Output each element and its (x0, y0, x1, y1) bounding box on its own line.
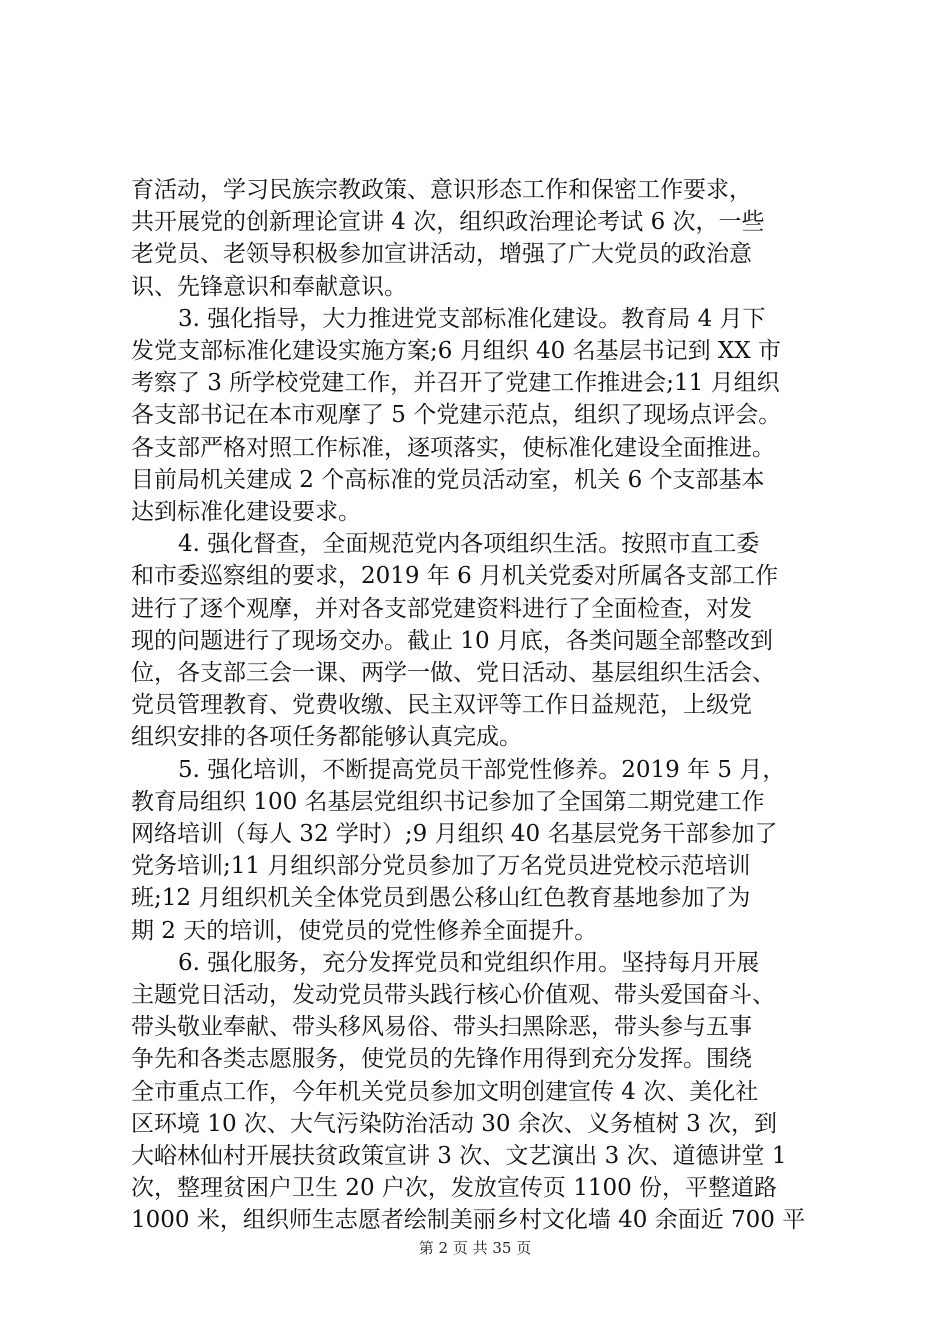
text-line: 6. 强化服务，充分发挥党员和党组织作用。坚持每月开展 (178, 949, 760, 976)
text-line: 组织安排的各项任务都能够认真完成。 (131, 724, 522, 751)
text-line: 目前局机关建成 2 个高标准的党员活动室，机关 6 个支部基本 (131, 466, 765, 493)
text-line: 党员管理教育、党费收缴、民主双评等工作日益规范，上级党 (131, 692, 752, 719)
text-line: 全市重点工作，今年机关党员参加文明创建宣传 4 次、美化社 (131, 1078, 759, 1105)
text-line: 1000 米，组织师生志愿者绘制美丽乡村文化墙 40 余面近 700 平 (131, 1207, 806, 1234)
text-line: 区环境 10 次、大气污染防治活动 30 余次、义务植树 3 次，到 (131, 1110, 778, 1137)
text-line: 位，各支部三会一课、两学一做、党日活动、基层组织生活会、 (131, 660, 775, 686)
text-line: 班;12 月组织机关全体党员到愚公移山红色教育基地参加了为 (131, 885, 751, 912)
text-line: 达到标准化建设要求。 (131, 499, 361, 525)
text-line: 争先和各类志愿服务，使党员的先锋作用得到充分发挥。围绕 (131, 1046, 752, 1073)
text-line: 次，整理贫困户卫生 20 户次，发放宣传页 1100 份，平整道路 (131, 1175, 778, 1202)
text-line: 和市委巡察组的要求，2019 年 6 月机关党委对所属各支部工作 (131, 563, 779, 590)
text-line: 期 2 天的培训，使党员的党性修养全面提升。 (131, 917, 598, 944)
text-line: 教育局组织 100 名基层党组织书记参加了全国第二期党建工作 (131, 788, 765, 815)
text-line: 带头敬业奉献、带头移风易俗、带头扫黑除恶，带头参与五事 (131, 1014, 752, 1041)
text-line: 主题党日活动，发动党员带头践行核心价值观、带头爱国奋斗、 (131, 982, 775, 1008)
text-line: 各支部严格对照工作标准，逐项落实，使标准化建设全面推进。 (131, 434, 775, 461)
text-line: 5. 强化培训，不断提高党员干部党性修养。2019 年 5 月， (178, 756, 786, 783)
text-line: 3. 强化指导，大力推进党支部标准化建设。教育局 4 月下 (178, 305, 766, 332)
text-line: 现的问题进行了现场交办。截止 10 月底，各类问题全部整改到 (131, 627, 773, 654)
text-line: 考察了 3 所学校党建工作，并召开了党建工作推进会;11 月组织 (131, 370, 780, 397)
text-line: 进行了逐个观摩，并对各支部党建资料进行了全面检查，对发 (131, 595, 752, 622)
text-line: 大峪林仙村开展扶贫政策宣讲 3 次、文艺演出 3 次、道德讲堂 1 (131, 1143, 787, 1169)
text-line: 育活动，学习民族宗教政策、意识形态工作和保密工作要求， (131, 177, 752, 203)
text-line: 党务培训;11 月组织部分党员参加了万名党员进党校示范培训 (131, 853, 751, 880)
text-line: 发党支部标准化建设实施方案;6 月组织 40 名基层书记到 XX 市 (131, 338, 781, 364)
text-line: 识、先锋意识和奉献意识。 (131, 273, 407, 300)
text-line: 共开展党的创新理论宣讲 4 次，组织政治理论考试 6 次，一些 (131, 209, 765, 236)
text-line: 4. 强化督查，全面规范党内各项组织生活。按照市直工委 (178, 531, 760, 558)
text-line: 网络培训（每人 32 学时）;9 月组织 40 名基层党务干部参加了 (131, 821, 778, 847)
text-line: 老党员、老领导积极参加宣讲活动，增强了广大党员的政治意 (131, 241, 752, 268)
page-footer: 第 2 页 共 35 页 (418, 1239, 532, 1257)
text-line: 各支部书记在本市观摩了 5 个党建示范点，组织了现场点评会。 (131, 402, 782, 429)
